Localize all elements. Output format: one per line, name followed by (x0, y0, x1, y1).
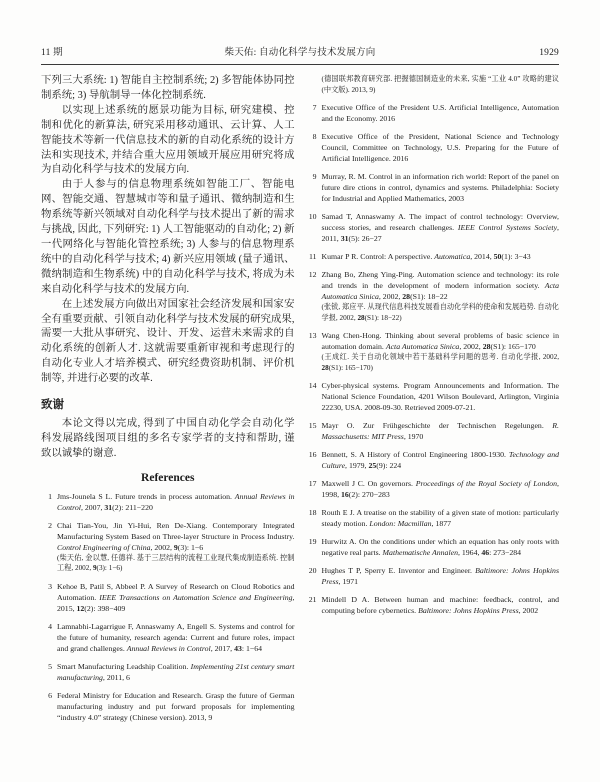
reference-number (306, 74, 317, 95)
reference-item (306, 269, 560, 323)
reference-item (306, 211, 560, 244)
right-column (306, 74, 560, 730)
running-head (41, 44, 559, 65)
reference-number: 13 (308, 331, 317, 340)
reference-text: Smart Manufacturing Leadship Coalition. Implementing 21st century smart manufacturing, 2011, 6 (57, 661, 295, 682)
references-list-right (306, 74, 560, 616)
reference-chinese-translation: (王成红. 关于自动化领域中若干基础科学问题的思考. 自动化学报, 2002, 28(S1): 165−170) (321, 353, 559, 372)
issue-number: 11 期 (41, 48, 63, 58)
reference-text: Samad T, Annaswamy A. The impact of control technology: Overview, success stories, and research challenges. IEEE Control Systems Society, 2011, 31(5): 26−27 (321, 212, 559, 243)
reference-number: 17 (308, 479, 317, 488)
reference-text: Routh E J. A treatise on the stability of a given state of motion: particularly steady motion. London: Macmillan, 1877 (321, 508, 559, 528)
reference-item (306, 380, 560, 413)
reference-number: 11 (308, 252, 317, 261)
reference-item (306, 594, 560, 616)
body-paragraph: 以实现上述系统的愿景功能为目标, 研究建模、控制和优化的新算法, 研究采用移动通讯、云计算、人工智能技术等新一代信息技术的新的自动化系统的设计方法和实现技术, 并结合重大应用领域开展应用研究将成为自动化科学与技术的发展方向. (41, 104, 295, 176)
reference-item (41, 661, 295, 683)
body-paragraph: 下列三大系统: 1) 智能自主控制系统; 2) 多智能体协同控制系统; 3) 导航制导一体化控制系统. (41, 75, 295, 101)
body-paragraph: 由于人参与的信息物理系统如智能工厂、智能电网、智能交通、智慧城市等和量子通讯、微纳制造和生物系统等新兴领域对自动化科学与技术提出了新的需求与挑战, 因此, 下列研究: 1) 人工智能驱动的自动化; 2) 新一代网络化与智能化管控系统; 3) 人参与的信息物理系统中的自动化科学与技术; 4) 新兴应用领域 (量子通讯、微纳制造和生物系统) 中的自动化科学与技术, 将成为未来自动化科学与技术的发展方向. (41, 179, 295, 295)
reference-item (306, 131, 560, 164)
reference-chinese-translation: (德国联邦教育研究部. 把握德国制造业的未来, 实施 “工业 4.0” 攻略的建议 (中文版). 2013, 9) (321, 75, 559, 94)
reference-text: Executive Office of the President U.S. Artificial Intelligence, Automation and the Economy. 2016 (321, 103, 559, 123)
reference-number: 20 (308, 566, 317, 575)
reference-text: Kumar P R. Control: A perspective. Automatica, 2014, 50(1): 3−43 (321, 252, 531, 261)
reference-text: Mindell D A. Between human and machine: feedback, control, and computing before cybernetics. Baltimore: Johns Hopkins Press, 2002 (321, 595, 559, 615)
reference-text: Chai Tian-You, Jin Yi-Hui, Ren De-Xiang. Contemporary Integrated Manufacturing System Based on Three-layer Structure in Process Industry. Control Engineering of China, 2002, 9(3): 1−6 (柴天佑, 金以慧, 任德祥. 基于三层结构的流程工业现代集成制造系统. 控制工程, 2002, 9(3): 1−6) (57, 520, 295, 573)
reference-number: 6 (48, 690, 52, 700)
references-heading: References (141, 471, 195, 484)
reference-item (306, 74, 560, 95)
reference-item (306, 420, 560, 442)
reference-number: 18 (308, 508, 317, 517)
reference-text: Cyber-physical systems. Program Announcements and Information. The National Science Foundation, 4201 Wilson Boulevard, Arlington, Virginia 22230, USA. 2008-09-30. Retrieved 2009-07-21. (321, 381, 559, 412)
reference-item (306, 171, 560, 204)
reference-number: 21 (308, 595, 317, 604)
reference-item (306, 102, 560, 124)
reference-chinese-translation: (张钹, 郑应平. 从现代信息科技发展看自动化学科的使命和发展趋势. 自动化学报, 2002, 28(S1): 18−22) (321, 303, 559, 322)
reference-number: 7 (312, 103, 317, 112)
reference-text: Bennett, S. A History of Control Engineering 1800-1930. Technology and Culture, 1979, 25(9): 224 (321, 450, 559, 470)
reference-text: Wang Chen-Hong. Thinking about several problems of basic science in automation domain. Acta Automatica Sinica, 2002, 28(S1): 165−170 (王成红. 关于自动化领域中若干基础科学问题的思考. 自动化学报, 2002, 28(S1): 165−170) (321, 331, 559, 372)
reference-text: Hughes T P, Sperry E. Inventor and Engineer. Baltimore: Johns Hopkins Press, 1971 (321, 566, 559, 586)
reference-item (41, 621, 295, 654)
reference-number: 3 (48, 581, 52, 591)
reference-item (306, 449, 560, 471)
reference-text: Federal Ministry for Education and Research. Grasp the future of German manufacturing industry and put forward proposals for implementing “industry 4.0” strategy (Chinese version). 2013, 9 (57, 690, 295, 722)
reference-number: 10 (308, 212, 317, 221)
reference-chinese-translation: (柴天佑, 金以慧, 任德祥. 基于三层结构的流程工业现代集成制造系统. 控制工程, 2002, 9(3): 1−6) (57, 553, 295, 573)
reference-text: Executive Office of the President, National Science and Technology Council, Committee on Technology, U.S. Preparing for the Future of Artificial Intelligence. 2016 (321, 132, 559, 163)
reference-item (41, 491, 295, 513)
reference-text: Zhang Bo, Zheng Ying-Ping. Automation science and technology: its role and trends in the development of modern information society. Acta Automatica Sinica, 2002, 28(S1): 18−22 (张钹, 郑应平. 从现代信息科技发展看自动化学科的使命和发展趋势. 自动化学报, 2002, 28(S1): 18−22) (321, 270, 559, 322)
reference-text: Hurwitz A. On the conditions under which an equation has only roots with negative real parts. Mathematische Annalen, 1964, 46: 273−284 (321, 537, 559, 557)
reference-number: 15 (308, 421, 317, 430)
reference-item (306, 507, 560, 529)
reference-item (306, 251, 560, 262)
reference-item (41, 581, 295, 614)
references-list-left (41, 491, 295, 723)
reference-number: 5 (48, 661, 52, 671)
reference-number: 4 (48, 621, 52, 631)
left-column (41, 74, 295, 730)
body-paragraph: 在上述发展方向做出对国家社会经济发展和国家安全有重要贡献、引领自动化科学与技术发展的研究成果, 需要一大批从事研究、设计、开发、运营未来需求的自动化系统的创新人才. 这就需要重新审视和考虑现行的自动化专业人才培养模式、研究经费资助机制、评价机制等, 并进行必要的改革. (41, 298, 295, 385)
page-number: 1929 (539, 48, 559, 58)
reference-item (41, 520, 295, 574)
reference-text: Jms-Jounela S L. Future trends in process automation. Annual Reviews in Control, 2007, 31(2): 211−220 (57, 491, 295, 512)
reference-item (306, 536, 560, 558)
reference-text: Mayr O. Zur Frühgeschichte der Technischen Regelungen. R. Massachusetts: MIT Press, 1970 (321, 421, 559, 441)
reference-number: 2 (48, 520, 52, 530)
reference-number: 9 (312, 172, 317, 181)
reference-number: 14 (308, 381, 317, 390)
reference-number: 19 (308, 537, 317, 546)
running-title: 柴天佑: 自动化科学与技术发展方向 (224, 48, 376, 58)
reference-item (306, 565, 560, 587)
reference-text (322, 74, 560, 95)
reference-text: Kehoe B, Patil S, Abbeel P. A Survey of Research on Cloud Robotics and Automation. IEEE Transactions on Automation Science and Engineering, 2015, 12(2): 398−409 (57, 581, 295, 613)
reference-item (306, 478, 560, 500)
acknowledgement-text: 本论文得以完成, 得到了中国自动化学会自动化学科发展路线图项目组的多名专家学者的支持和帮助, 谨致以诚挚的谢意. (41, 418, 295, 459)
reference-number: 16 (308, 450, 317, 459)
reference-item (41, 690, 295, 723)
reference-number: 12 (308, 270, 317, 279)
reference-text: Maxwell J C. On governors. Proceedings of the Royal Society of London, 1998, 16(2): 270−283 (321, 479, 559, 499)
two-column-layout (41, 74, 559, 730)
reference-number: 8 (312, 132, 317, 141)
reference-item (306, 330, 560, 373)
acknowledgement-heading: 致谢 (41, 399, 64, 412)
reference-number: 1 (48, 491, 52, 501)
reference-text: Murray, R. M. Control in an information rich world: Report of the panel on future dire ctions in control, dynamics and systems. Philadelphia: Society for Industrial and Applied Mathematics, 2003 (321, 172, 559, 203)
reference-text: Lamnabhi-Lagarrigue F, Annaswamy A, Engell S. Systems and control for the future of humanity, research agenda: Current and future roles, impact and grand challenges. Annual Reviews in Control, 2017, 43: 1−64 (57, 621, 295, 653)
